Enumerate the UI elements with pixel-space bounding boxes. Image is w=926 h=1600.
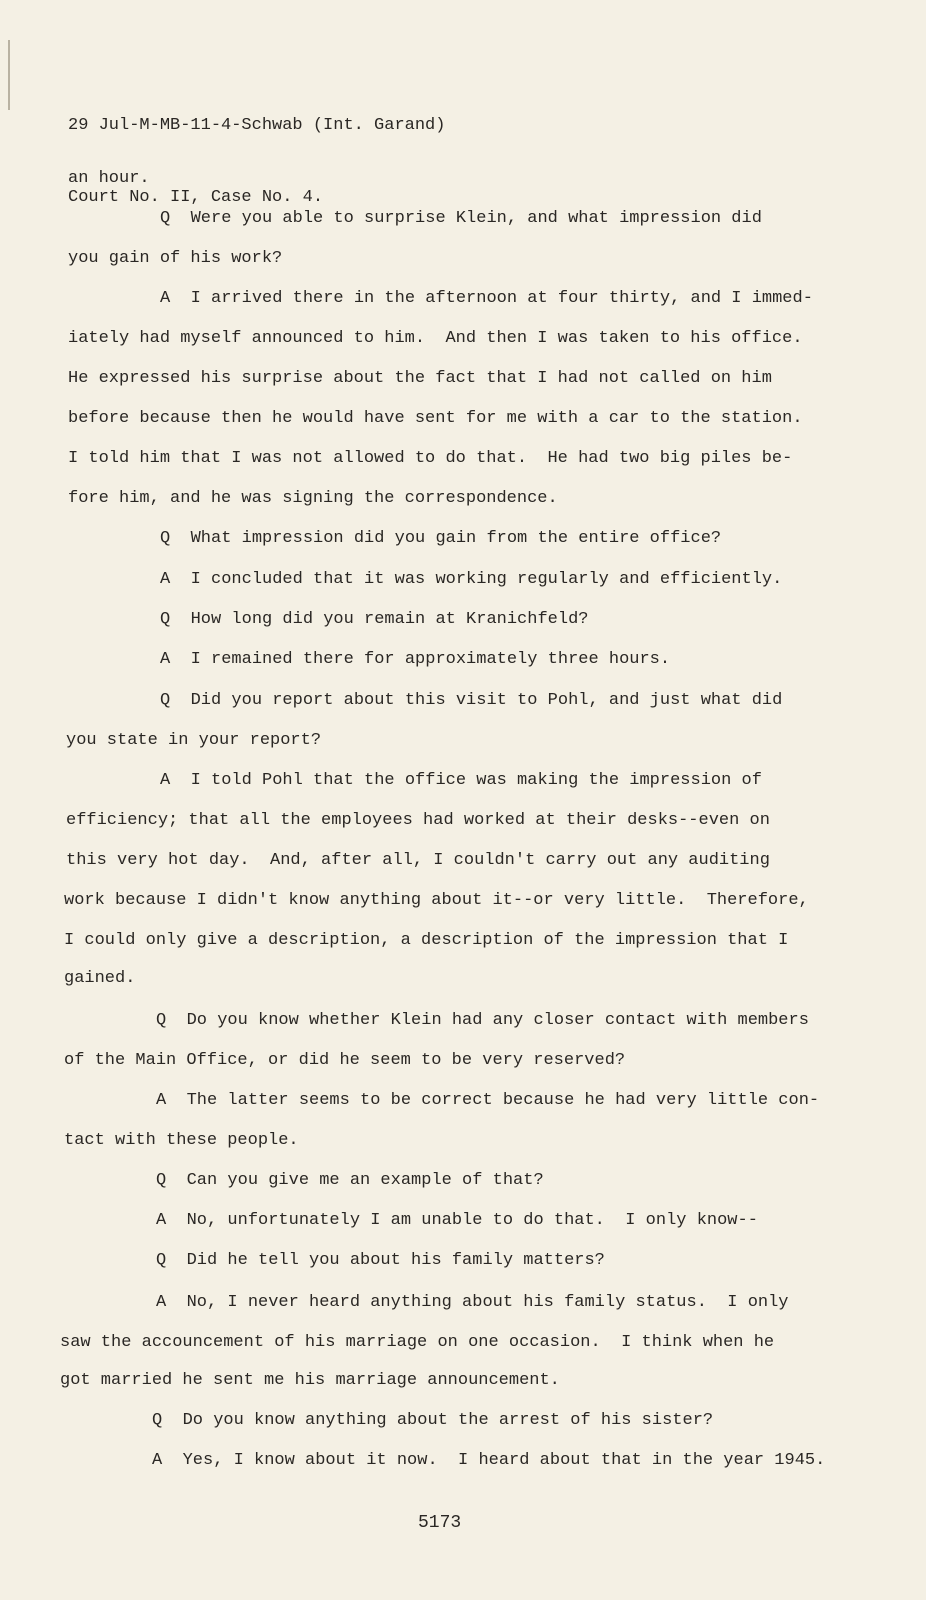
text-line: A Yes, I know about it now. I heard about that in the year 1945. [152, 1451, 826, 1470]
text-line: Q Do you know anything about the arrest of his sister? [152, 1411, 714, 1430]
text-line: A The latter seems to be correct because he had very little con- [156, 1091, 820, 1110]
text-line: Q Do you know whether Klein had any closer contact with members [156, 1011, 809, 1030]
text-line: A No, unfortunately I am unable to do that. I only know-- [156, 1211, 758, 1230]
text-line: gained. [64, 969, 136, 988]
text-line: A I remained there for approximately three hours. [160, 650, 671, 669]
text-line: Q How long did you remain at Kranichfeld? [160, 610, 589, 629]
text-line: efficiency; that all the employees had worked at their desks--even on [66, 811, 770, 830]
page-number: 5173 [418, 1513, 462, 1533]
text-line: I told him that I was not allowed to do that. He had two big piles be- [68, 449, 793, 468]
text-line: before because then he would have sent for me with a car to the station. [68, 409, 803, 428]
text-line: He expressed his surprise about the fact that I had not called on him [68, 369, 772, 388]
text-line: an hour. [68, 169, 150, 188]
header-line-2: Court No. II, Case No. 4. [68, 188, 324, 207]
page-edge-mark [8, 40, 10, 110]
text-line: A I arrived there in the afternoon at four thirty, and I immed- [160, 289, 813, 308]
text-line: A I concluded that it was working regularly and efficiently. [160, 570, 783, 589]
text-line: Q Did he tell you about his family matters? [156, 1251, 605, 1270]
header-line-1: 29 Jul-M-MB-11-4-Schwab (Int. Garand) [68, 116, 446, 135]
text-line: tact with these people. [64, 1131, 299, 1150]
text-line: work because I didn't know anything about it--or very little. Therefore, [64, 891, 809, 910]
text-line: you state in your report? [66, 731, 322, 750]
text-line: A I told Pohl that the office was making the impression of [160, 771, 762, 790]
text-line: Q Can you give me an example of that? [156, 1171, 544, 1190]
text-line: you gain of his work? [68, 249, 283, 268]
text-line: this very hot day. And, after all, I couldn't carry out any auditing [66, 851, 770, 870]
text-line: Q Were you able to surprise Klein, and what impression did [160, 209, 762, 228]
text-line: got married he sent me his marriage announcement. [60, 1371, 560, 1390]
text-line: of the Main Office, or did he seem to be very reserved? [64, 1051, 626, 1070]
text-line: Q Did you report about this visit to Pohl, and just what did [160, 691, 783, 710]
text-line: saw the accouncement of his marriage on one occasion. I think when he [60, 1333, 775, 1352]
text-line: A No, I never heard anything about his family status. I only [156, 1293, 789, 1312]
text-line: Q What impression did you gain from the entire office? [160, 529, 722, 548]
text-line: fore him, and he was signing the correspondence. [68, 489, 558, 508]
text-line: I could only give a description, a description of the impression that I [64, 931, 789, 950]
text-line: iately had myself announced to him. And then I was taken to his office. [68, 329, 803, 348]
